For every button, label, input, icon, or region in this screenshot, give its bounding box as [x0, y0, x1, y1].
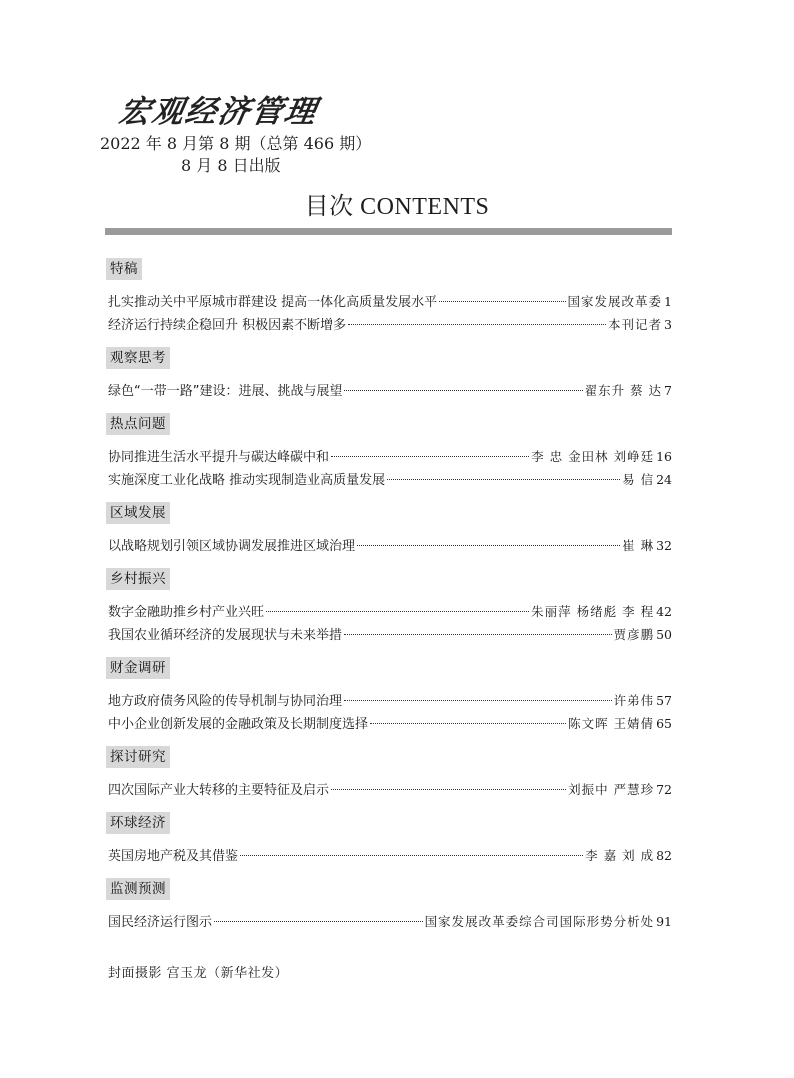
toc-entry[interactable]: [108, 313, 672, 336]
entry-title: 中小企业创新发展的金融政策及长期制度选择: [108, 717, 369, 732]
entry-title: 以战略规划引领区域协调发展推进区域治理: [108, 539, 356, 554]
toc-entry[interactable]: [108, 468, 672, 491]
toc-entry[interactable]: [108, 910, 672, 933]
toc-entry[interactable]: [108, 844, 672, 867]
entry-page: 57: [656, 693, 672, 708]
toc-entry[interactable]: [108, 290, 672, 313]
toc-section: [106, 413, 672, 491]
toc-section: [106, 258, 672, 336]
dot-leader: [214, 921, 423, 922]
section-label: 监测预测: [106, 878, 170, 900]
entry-title: 英国房地产税及其借鉴: [108, 849, 239, 864]
entry-author: 易 信: [622, 472, 655, 487]
entry-title: 我国农业循环经济的发展现状与未来举措: [108, 628, 343, 643]
entry-title: 实施深度工业化战略 推动实现制造业高质量发展: [108, 473, 386, 488]
entry-author: 李 嘉 刘 成: [585, 848, 655, 863]
section-label: 探讨研究: [106, 746, 170, 768]
entry-author: 本刊记者: [608, 317, 663, 332]
title-divider: [105, 228, 672, 235]
section-label: 热点问题: [106, 413, 170, 435]
entry-author: 陈文晖 王婧倩: [568, 716, 655, 731]
entry-page: 65: [656, 716, 672, 731]
entry-title: 绿色“一带一路”建设：进展、挑战与展望: [108, 384, 343, 399]
entry-page: 42: [656, 604, 672, 619]
entry-author: 李 忠 金田林 刘峥廷: [531, 449, 655, 464]
dot-leader: [331, 789, 566, 790]
section-label: 环球经济: [106, 812, 170, 834]
section-label: 乡村振兴: [106, 568, 170, 590]
entry-author: 国家发展改革委综合司国际形势分析处: [424, 914, 655, 929]
dot-leader: [357, 545, 620, 546]
entry-page: 3: [664, 317, 672, 332]
entry-title: 地方政府债务风险的传导机制与协同治理: [108, 694, 343, 709]
entry-author: 国家发展改革委: [567, 294, 663, 309]
dot-leader: [387, 479, 620, 480]
entry-author: 许弟伟: [613, 693, 655, 708]
entry-author: 翟东升 蔡 达: [584, 383, 663, 398]
entry-page: 50: [656, 627, 672, 642]
cover-photo-credit: 封面摄影 宫玉龙（新华社发）: [108, 966, 289, 981]
toc-entry[interactable]: [108, 379, 672, 402]
section-label: 区域发展: [106, 502, 170, 524]
toc-section: [106, 347, 672, 402]
entry-author: 贾彦鹏: [613, 627, 655, 642]
contents-title: 目次 CONTENTS: [304, 194, 490, 220]
entry-author: 崔 琳: [622, 538, 655, 553]
entry-title: 协同推进生活水平提升与碳达峰碳中和: [108, 450, 330, 465]
section-label: 特稿: [106, 258, 142, 280]
publication-date: 8 月 8 日出版: [181, 156, 281, 175]
toc-section: [106, 746, 672, 801]
toc-entry[interactable]: [108, 689, 672, 712]
entry-page: 91: [656, 914, 672, 929]
entry-page: 32: [656, 538, 672, 553]
dot-leader: [331, 456, 529, 457]
dot-leader: [344, 700, 612, 701]
entry-page: 7: [664, 383, 672, 398]
dot-leader: [240, 855, 583, 856]
entry-title: 经济运行持续企稳回升 积极因素不断增多: [108, 318, 347, 333]
entry-title: 数字金融助推乡村产业兴旺: [108, 605, 265, 620]
toc-entry[interactable]: [108, 534, 672, 557]
entry-page: 24: [656, 472, 672, 487]
entry-page: 16: [656, 449, 672, 464]
dot-leader: [344, 390, 582, 391]
toc-section: [106, 878, 672, 933]
entry-author: 刘振中 严慧珍: [568, 782, 655, 797]
journal-masthead: 宏观经济管理: [116, 94, 321, 130]
dot-leader: [348, 324, 606, 325]
entry-title: 扎实推动关中平原城市群建设 提高一体化高质量发展水平: [108, 295, 438, 310]
entry-page: 82: [656, 848, 672, 863]
toc-entry[interactable]: [108, 712, 672, 735]
entry-title: 国民经济运行图示: [108, 915, 213, 930]
dot-leader: [266, 611, 529, 612]
toc-entry[interactable]: [108, 600, 672, 623]
entry-title: 四次国际产业大转移的主要特征及启示: [108, 783, 330, 798]
toc-section: [106, 502, 672, 557]
toc-section: [106, 812, 672, 867]
section-label: 财金调研: [106, 657, 170, 679]
toc-section: [106, 657, 672, 735]
toc-entry[interactable]: [108, 623, 672, 646]
toc-section: [106, 568, 672, 646]
section-label: 观察思考: [106, 347, 170, 369]
toc-entry[interactable]: [108, 445, 672, 468]
toc-entry[interactable]: [108, 778, 672, 801]
table-of-contents: [106, 258, 672, 944]
entry-page: 1: [664, 294, 672, 309]
dot-leader: [370, 723, 566, 724]
entry-author: 朱丽萍 杨绪彪 李 程: [531, 604, 655, 619]
dot-leader: [439, 301, 565, 302]
issue-line: 2022 年 8 月第 8 期（总第 466 期）: [100, 134, 372, 153]
entry-page: 72: [656, 782, 672, 797]
dot-leader: [344, 634, 612, 635]
